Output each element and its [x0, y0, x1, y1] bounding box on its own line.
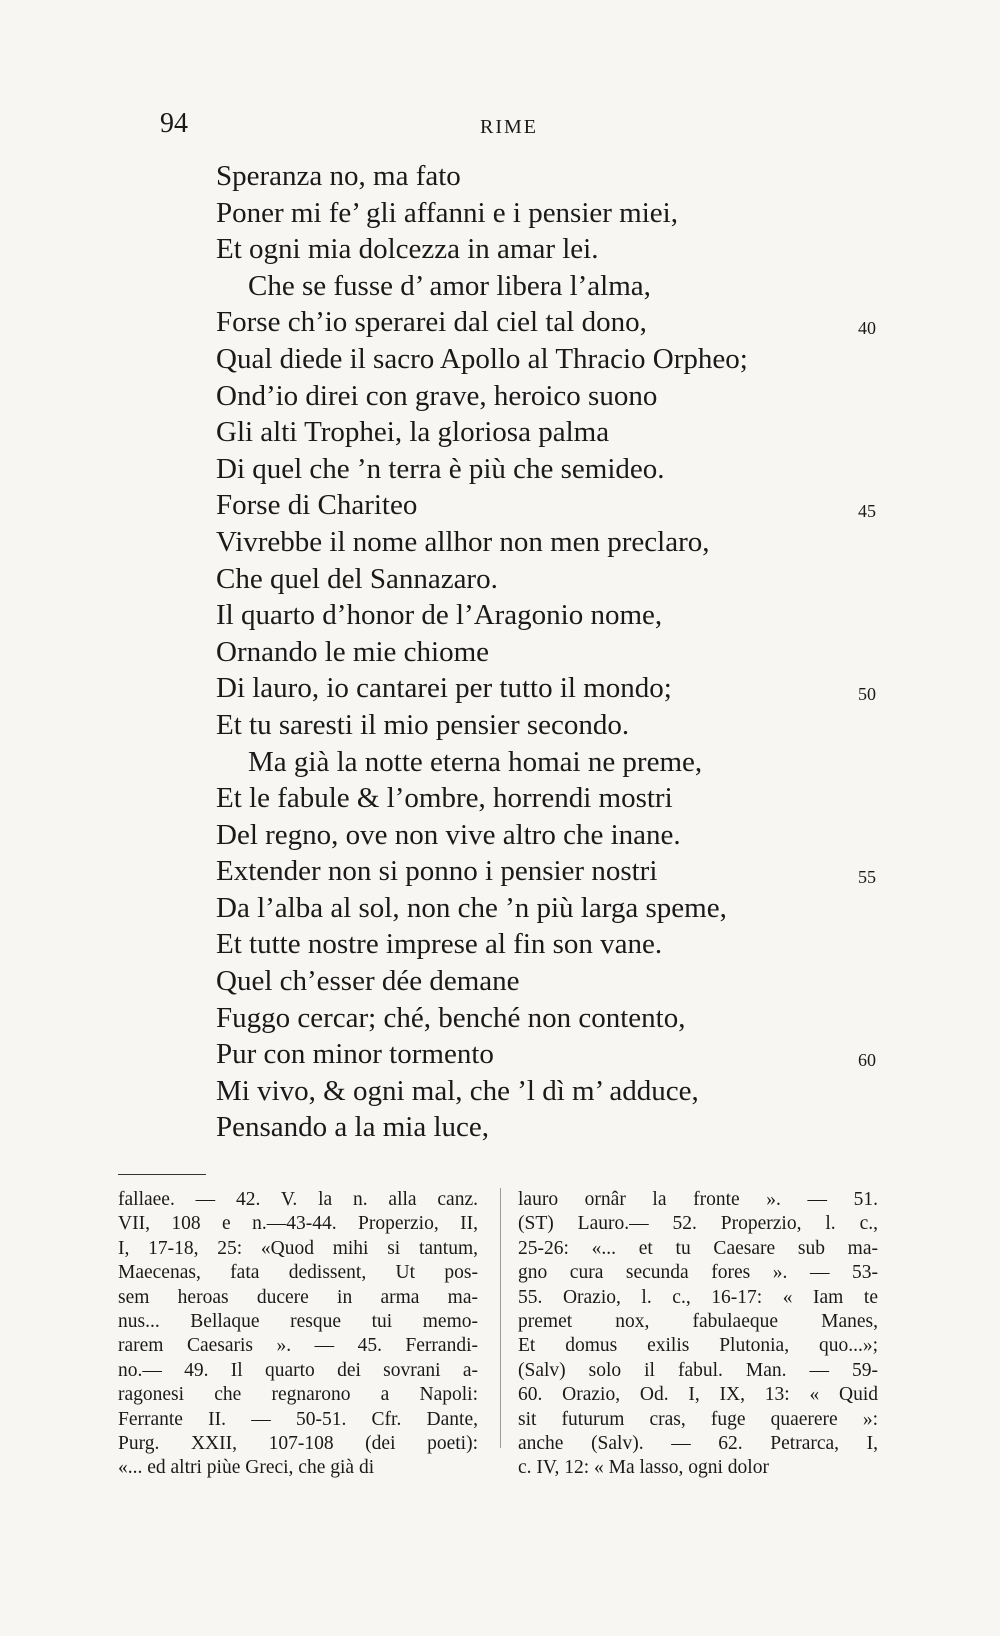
verse-line	[0, 341, 1000, 378]
verse-line	[0, 1109, 1000, 1146]
footnote-line: VII, 108 e n.—43-44. Properzio, II,	[118, 1213, 478, 1235]
footnote-line: fallaee. — 42. V. la n. alla canz.	[118, 1189, 478, 1210]
footnote-line: nus... Bellaque resque tui memo-	[118, 1311, 478, 1333]
verse-line	[0, 707, 1000, 744]
footnote-line: premet nox, fabulaeque Manes,	[518, 1311, 878, 1333]
verse-text: Il quarto d’honor de l’Aragonio nome,	[216, 599, 663, 632]
page-number: 94	[160, 108, 188, 139]
footnote-line: 25-26: «... et tu Caesare sub ma-	[518, 1237, 878, 1259]
footnote-line: rarem Caesaris ». — 45. Ferrandi-	[118, 1335, 478, 1357]
line-number: 45	[858, 501, 876, 522]
footnote-line: 60. Orazio, Od. I, IX, 13: « Quid	[518, 1384, 878, 1406]
verse-text: Et le fabule & l’ombre, horrendi mostri	[216, 782, 673, 815]
footnote-line: ragonesi che regnarono a Napoli:	[118, 1384, 478, 1406]
verse-line	[0, 670, 1000, 707]
verse-text: Forse ch’io sperarei dal ciel tal dono,	[216, 306, 647, 339]
verse-line	[0, 634, 1000, 671]
verse-text: Ma già la notte eterna homai ne preme,	[248, 745, 703, 778]
verse-line	[0, 744, 1000, 781]
poem-text	[0, 158, 1000, 1146]
footnote-line: gno cura secunda fores ». — 53-	[518, 1262, 878, 1284]
verse-text: Che quel del Sannazaro.	[216, 562, 498, 595]
footnote-line: sit futurum cras, fuge quaerere »:	[518, 1408, 878, 1430]
verse-text: Forse di Chariteo	[216, 489, 418, 522]
footnote-line: anche (Salv). — 62. Petrarca, I,	[518, 1433, 878, 1455]
footnote-line: I, 17-18, 25: «Quod mihi si tantum,	[118, 1237, 478, 1259]
verse-text: Speranza no, ma fato	[216, 160, 461, 192]
footnote-line: (ST) Lauro.— 52. Properzio, l. c.,	[518, 1213, 878, 1235]
footnote-line: Maecenas, fata dedissent, Ut pos-	[118, 1262, 478, 1284]
verse-text: Di lauro, io cantarei per tutto il mondo;	[216, 672, 672, 705]
verse-text: Ornando le mie chiome	[216, 635, 489, 668]
verse-text: Fuggo cercar; ché, benché non contento,	[216, 1001, 686, 1034]
verse-line	[0, 853, 1000, 890]
footnote-column-left	[118, 1188, 478, 1481]
verse-line	[0, 304, 1000, 341]
running-head: RIME	[480, 116, 538, 138]
footnote-line: sem heroas ducere in arma ma-	[118, 1286, 478, 1308]
verse-line	[0, 780, 1000, 817]
verse-line	[0, 597, 1000, 634]
footnote-line: no.— 49. Il quarto dei sovrani a-	[118, 1359, 478, 1381]
verse-text: Mi vivo, & ogni mal, che ’l dì m’ adduce,	[216, 1074, 699, 1107]
line-number: 40	[858, 318, 876, 339]
verse-line	[0, 487, 1000, 524]
footnote-line: «... ed altri piùe Greci, che già di	[118, 1457, 375, 1479]
verse-line	[0, 195, 1000, 232]
column-divider	[500, 1188, 501, 1448]
line-number: 60	[858, 1050, 876, 1071]
verse-line	[0, 158, 1000, 195]
verse-text: Che se fusse d’ amor libera l’alma,	[248, 269, 651, 302]
verse-line	[0, 1036, 1000, 1073]
footnote-line: c. IV, 12: « Ma lasso, ogni dolor	[518, 1457, 769, 1479]
footnotes	[0, 1188, 1000, 1479]
footnote-line: Purg. XXII, 107-108 (dei poeti):	[118, 1433, 478, 1455]
verse-text: Di quel che ’n terra è più che semideo.	[216, 452, 665, 485]
footnote-line: 55. Orazio, l. c., 16-17: « Iam te	[518, 1286, 878, 1308]
footnote-line: lauro ornâr la fronte ». — 51.	[518, 1189, 878, 1210]
verse-text: Extender non si ponno i pensier nostri	[216, 855, 658, 888]
footnote-line: Ferrante II. — 50-51. Cfr. Dante,	[118, 1408, 478, 1430]
verse-text: Gli alti Trophei, la gloriosa palma	[216, 416, 610, 449]
verse-text: Et tu saresti il mio pensier secondo.	[216, 708, 630, 741]
verse-text: Et ogni mia dolcezza in amar lei.	[216, 233, 599, 266]
verse-line	[0, 524, 1000, 561]
verse-line	[0, 817, 1000, 854]
verse-text: Pur con minor tormento	[216, 1038, 494, 1071]
verse-line	[0, 268, 1000, 305]
verse-line	[0, 1000, 1000, 1037]
verse-text: Pensando a la mia luce,	[216, 1111, 489, 1144]
footnote-line: Et domus exilis Plutonia, quo...»;	[518, 1335, 878, 1357]
verse-line	[0, 1073, 1000, 1110]
verse-line	[0, 926, 1000, 963]
verse-text: Et tutte nostre imprese al fin son vane.	[216, 928, 663, 961]
verse-text: Vivrebbe il nome allhor non men preclaro,	[216, 525, 710, 558]
verse-line	[0, 963, 1000, 1000]
line-number: 50	[858, 684, 876, 705]
verse-text: Da l’alba al sol, non che ’n più larga speme,	[216, 891, 727, 924]
footnote-line: (Salv) solo il fabul. Man. — 59-	[518, 1359, 878, 1381]
line-number: 55	[858, 867, 876, 888]
verse-text: Ond’io direi con grave, heroico suono	[216, 379, 658, 412]
footnote-column-right	[518, 1188, 878, 1481]
verse-line	[0, 890, 1000, 927]
verse-line	[0, 231, 1000, 268]
verse-line	[0, 451, 1000, 488]
page-header	[0, 108, 1000, 148]
verse-text: Quel ch’esser dée demane	[216, 965, 520, 998]
footnote-rule	[118, 1174, 206, 1175]
verse-text: Poner mi fe’ gli affanni e i pensier miei,	[216, 196, 678, 229]
verse-text: Del regno, ove non vive altro che inane.	[216, 818, 681, 851]
verse-text: Qual diede il sacro Apollo al Thracio Orpheo;	[216, 342, 748, 375]
verse-line	[0, 414, 1000, 451]
verse-line	[0, 561, 1000, 598]
verse-line	[0, 378, 1000, 415]
